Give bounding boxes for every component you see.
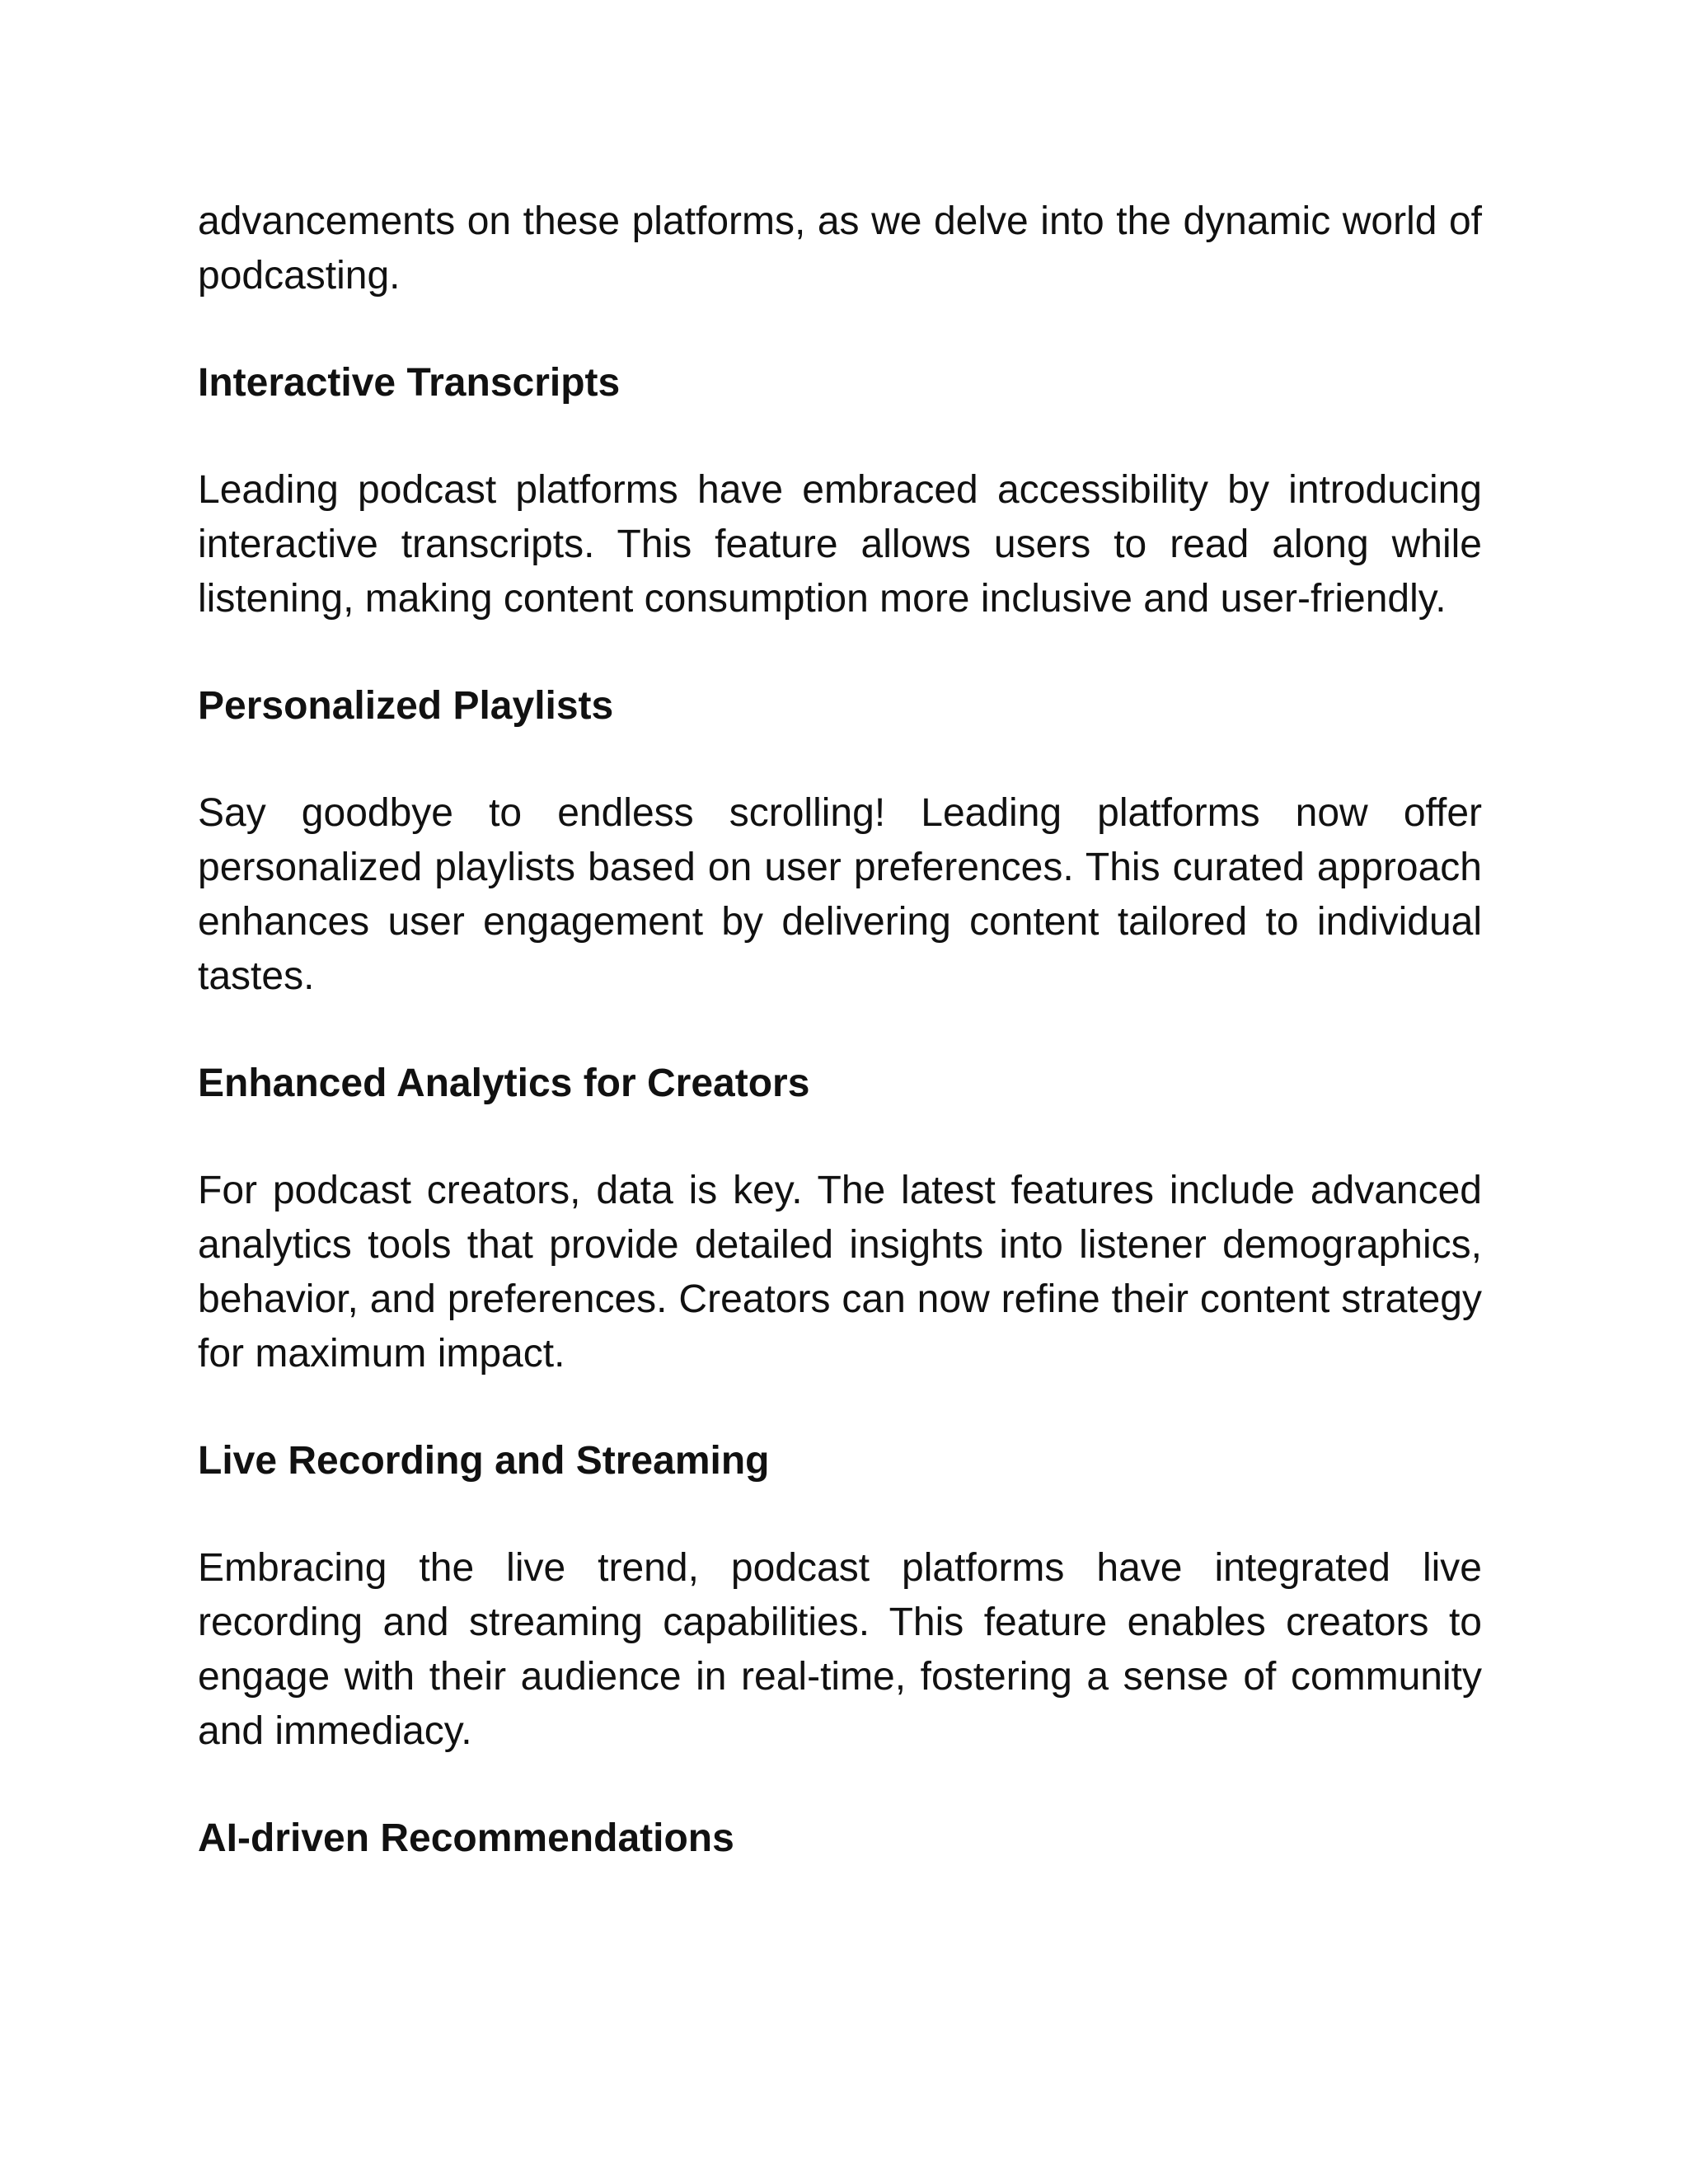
heading-enhanced-analytics: Enhanced Analytics for Creators (198, 1062, 810, 1105)
paragraph-interactive-transcripts: Leading podcast platforms have embraced accessibility by introducing interactive transcripts. This feature allows users to read along while listening, making content consumption more inclusive and user-friendly. (198, 468, 1482, 621)
paragraph-live-recording: Embracing the live trend, podcast platforms have integrated live recording and streaming capabilities. This feature enables creators to engage with their audience in real-time, fostering a sense of community and immediacy. (198, 1546, 1482, 1753)
intro-paragraph: advancements on these platforms, as we delve into the dynamic world of podcasting. (198, 199, 1482, 298)
paragraph-personalized-playlists: Say goodbye to endless scrolling! Leading platforms now offer personalized playlists based on user preferences. This curated approach enhances user engagement by delivering content tailored to individual tastes. (198, 791, 1482, 998)
document-content (198, 194, 1482, 1919)
heading-interactive-transcripts: Interactive Transcripts (198, 361, 621, 405)
heading-ai-recommendations: AI-driven Recommendations (198, 1816, 734, 1860)
heading-live-recording: Live Recording and Streaming (198, 1439, 770, 1483)
heading-personalized-playlists: Personalized Playlists (198, 684, 614, 728)
paragraph-enhanced-analytics: For podcast creators, data is key. The latest features include advanced analytics tools that provide detailed insights into listener demographics, behavior, and preferences. Creators can now refine their content strategy for maximum impact. (198, 1169, 1482, 1376)
